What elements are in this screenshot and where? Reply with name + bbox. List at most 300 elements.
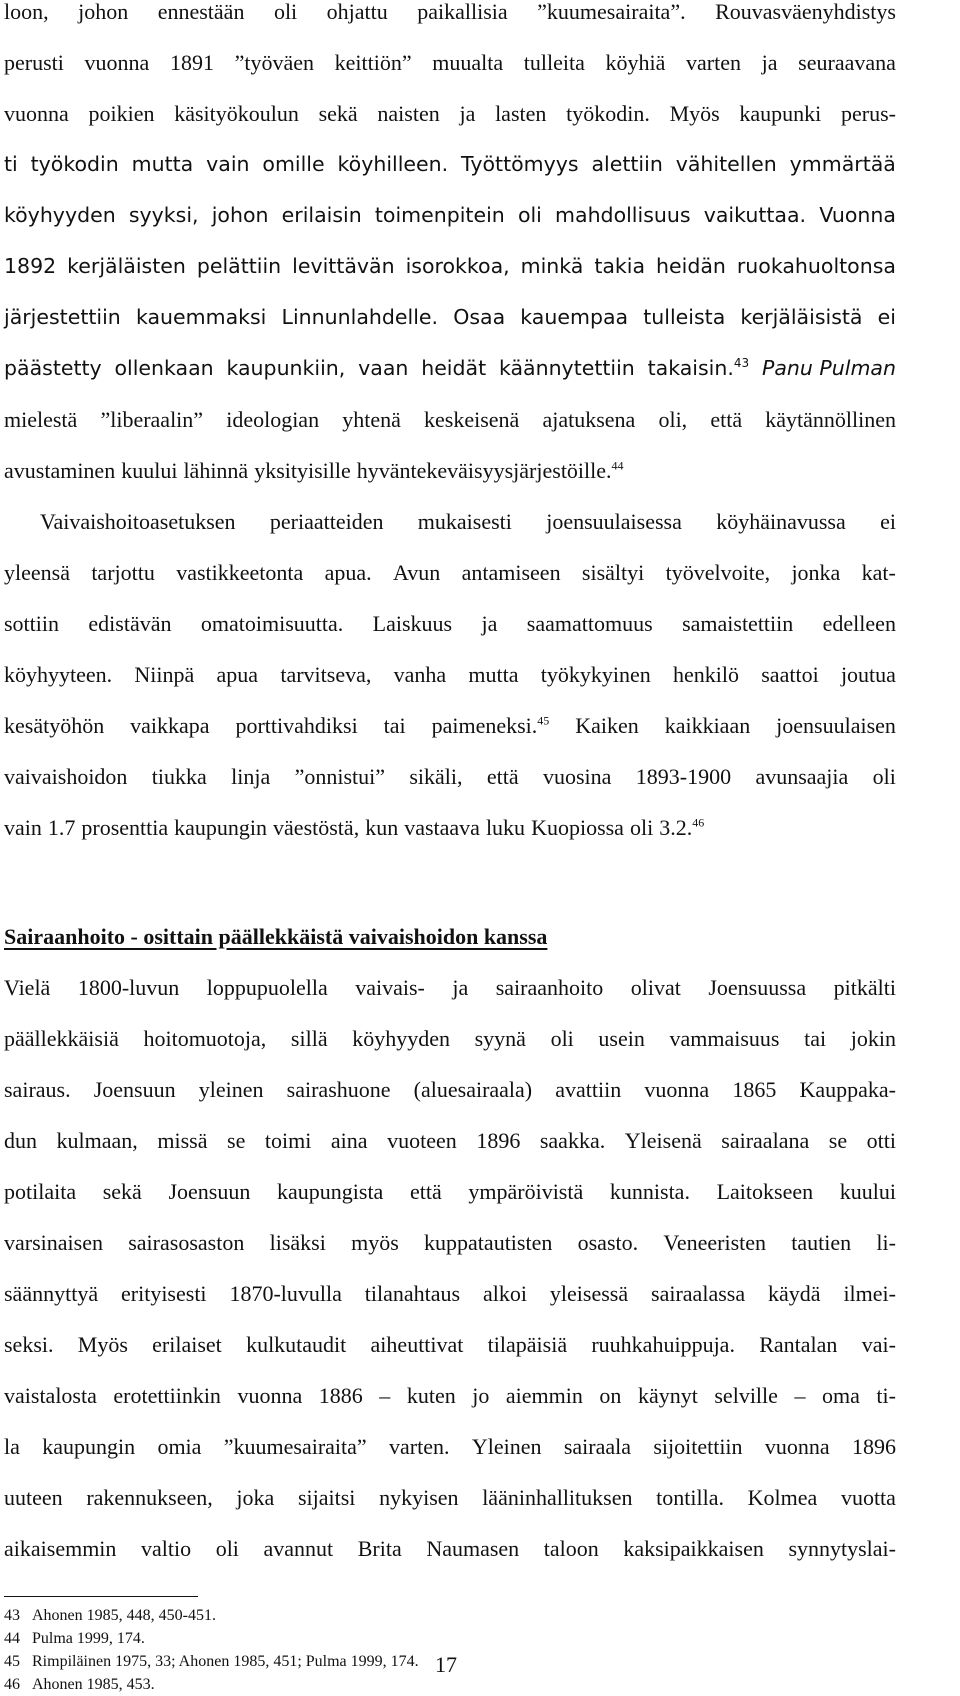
word: saakka. [539, 1128, 606, 1153]
word: Veneeristen [663, 1230, 767, 1255]
word: käynyt [637, 1383, 698, 1408]
word: mutta [131, 152, 194, 176]
word: yksityisille [254, 458, 351, 483]
word: köyhyyteen. [4, 662, 113, 687]
word: kaupunki [739, 101, 822, 126]
word: vai- [861, 1332, 896, 1357]
footnote-ref: 46 [692, 815, 705, 830]
word: kaikkiaan [664, 713, 751, 738]
word: paimeneksi.$^{45}$ [431, 713, 550, 738]
word: perusti [4, 50, 64, 75]
word: lähinnä [183, 458, 249, 483]
word: naisten [377, 101, 440, 126]
page-number: 17 [435, 1652, 457, 1677]
word: Rouvasväenyhdistys [715, 0, 896, 24]
word: kerjäläisistä [740, 305, 863, 329]
word: ti- [876, 1383, 896, 1408]
text-line [4, 37, 896, 88]
word: ennestään [157, 0, 245, 24]
footnote-ref: 44 [611, 458, 624, 473]
word: varten [686, 50, 741, 75]
footnote-number: 44 [4, 1630, 20, 1647]
word: heidät [421, 356, 487, 380]
word: että [486, 764, 519, 789]
text-line [4, 394, 896, 445]
word: erityisesti [121, 1281, 207, 1306]
word: apua. [324, 560, 372, 585]
word: Laiskuus [372, 611, 453, 636]
text-line [4, 547, 896, 598]
word: käsityökoulun [174, 101, 299, 126]
word: Osaa [453, 305, 506, 329]
word: alettiin [591, 152, 663, 176]
word: yleinen [198, 1077, 264, 1102]
word: erotettiinkin [113, 1383, 221, 1408]
word: ja [452, 975, 469, 1000]
word: että [409, 1179, 442, 1204]
word: Joensuun [168, 1179, 251, 1204]
word: toimenpitein [374, 203, 505, 227]
word: mielestä [4, 407, 78, 432]
word: ruuhkahuippuja. [591, 1332, 735, 1357]
word: – [379, 1383, 391, 1408]
word: vaikkapa [130, 713, 210, 738]
section-heading: Sairaanhoito - osittain päällekkäistä vaivaishoidon kanssa [4, 924, 548, 949]
word: vanha [393, 662, 447, 687]
word: ti [4, 152, 18, 176]
word: jokin [850, 1026, 896, 1051]
footnote-ref: 45 [537, 713, 550, 728]
word: avunsaajia [755, 764, 849, 789]
word: 1865 [732, 1077, 777, 1102]
footnote-text: Rimpiläinen 1975, 33; Ahonen 1985, 451; Pulma 1999, 174. [32, 1653, 419, 1670]
word: alkoi [483, 1281, 528, 1306]
word: minkä [520, 254, 584, 278]
word: loppupuolella [206, 975, 328, 1000]
word: porttivahdiksi [235, 713, 358, 738]
footnote-text: Pulma 1999, 174. [32, 1630, 145, 1647]
text-line [4, 241, 896, 292]
word: kauemmaksi [135, 305, 267, 329]
word: lasten [495, 101, 547, 126]
word: Naumasen [426, 1536, 520, 1561]
word: ideologian [226, 407, 320, 432]
word: köyhilleen. [337, 152, 449, 176]
footnote [4, 1604, 419, 1627]
footnote [4, 1627, 419, 1650]
text-line [4, 88, 896, 139]
word: linja [231, 764, 271, 789]
word: oli [273, 0, 298, 24]
word: järjestettiin [4, 305, 121, 329]
word: yhtenä [342, 407, 401, 432]
word: vain [206, 152, 250, 176]
word: ei [880, 509, 896, 534]
word: vaistalosta [4, 1383, 97, 1408]
word: vähitellen [675, 152, 777, 176]
word: tontilla. [656, 1485, 724, 1510]
word: oli [550, 1026, 574, 1051]
text-line [4, 0, 896, 37]
word: Rantalan [759, 1332, 838, 1357]
word: vuotta [840, 1485, 896, 1510]
word: Kolmea [747, 1485, 818, 1510]
word: perus- [841, 101, 896, 126]
word: Myös [669, 101, 720, 126]
word: missä [157, 1128, 208, 1153]
word: ja [761, 50, 778, 75]
word: kulkutaudit [246, 1332, 347, 1357]
word: periaatteiden [269, 509, 384, 534]
word: päällekkäisiä [4, 1026, 119, 1051]
word: 1896 [851, 1434, 896, 1459]
word: tarvitseva, [280, 662, 372, 687]
word: sijoitettiin [653, 1434, 743, 1459]
word: Yleinen [471, 1434, 542, 1459]
word: sottiin [4, 611, 60, 636]
word: Joensuussa [708, 975, 807, 1000]
word: omatoimisuutta. [200, 611, 344, 636]
word: hoitomuotoja, [143, 1026, 267, 1051]
word: ”kuumesairaita”. [537, 0, 686, 24]
footnotes [4, 1604, 419, 1696]
word: lisäksi [269, 1230, 326, 1255]
word: mahdollisuus [555, 203, 691, 227]
word: väestöstä, [273, 815, 360, 840]
word: luku [485, 815, 526, 840]
word: paikallisia [417, 0, 508, 24]
text-line [4, 1472, 896, 1523]
word: ja [459, 101, 476, 126]
word: samaistettiin [682, 611, 794, 636]
word: kerjäläisten [67, 254, 186, 278]
word: vuonna [84, 50, 150, 75]
word: keskeisenä [424, 407, 520, 432]
word: käytännöllinen [765, 407, 896, 432]
word: saattoi [761, 662, 819, 687]
text-line [4, 751, 896, 802]
word: kaupungin [174, 815, 268, 840]
word: Laitokseen [716, 1179, 814, 1204]
text-line [4, 1268, 896, 1319]
word: aiemmin [505, 1383, 583, 1408]
body-text [4, 0, 896, 1574]
word: erilaisin [281, 203, 362, 227]
word: otti [866, 1128, 896, 1153]
text-line [4, 649, 896, 700]
word: Kuopiossa [531, 815, 624, 840]
word: Kaiken [575, 713, 639, 738]
word: ruokahuoltonsa [736, 254, 896, 278]
word: kaksipaikkaisen [623, 1536, 764, 1561]
word: takaisin.$^{43}$ [647, 356, 750, 380]
text-line [4, 343, 896, 394]
word: usein [598, 1026, 645, 1051]
word: vastaava [404, 815, 480, 840]
word: kulmaan, [56, 1128, 138, 1153]
word: vammaisuus [669, 1026, 780, 1051]
word: kuului [839, 1179, 896, 1204]
word: vastikkeetonta [176, 560, 304, 585]
word: uuteen [4, 1485, 63, 1510]
footnote-text: Ahonen 1985, 448, 450-451. [32, 1607, 216, 1624]
word: pelättiin [196, 254, 282, 278]
text-line [4, 598, 896, 649]
word: köyhyyden [4, 203, 116, 227]
word: johon [78, 0, 129, 24]
word: Vaivaishoitoasetuksen [40, 509, 236, 534]
text-line [4, 190, 896, 241]
word: vaivais- [355, 975, 425, 1000]
word: heidän [656, 254, 726, 278]
word: vaan [358, 356, 409, 380]
text-line [4, 445, 896, 496]
word: joka [236, 1485, 275, 1510]
word: 1896 [476, 1128, 521, 1153]
word: tilapäisiä [487, 1332, 568, 1357]
word: käydä [768, 1281, 821, 1306]
word: Myös [77, 1332, 128, 1357]
footnote-number: 43 [4, 1607, 20, 1624]
word: – [794, 1383, 806, 1408]
word: varsinaisen [4, 1230, 103, 1255]
word: köyhäinavussa [716, 509, 846, 534]
word: li- [876, 1230, 896, 1255]
word: muualta [432, 50, 504, 75]
word: edelleen [822, 611, 896, 636]
word: kunnista. [609, 1179, 690, 1204]
word: syynä [474, 1026, 526, 1051]
word: aikaisemmin [4, 1536, 117, 1561]
word: varten. [389, 1434, 450, 1459]
word: tarjottu [91, 560, 155, 585]
word: joensuulaisen [776, 713, 896, 738]
word: ja [481, 611, 498, 636]
text-line [4, 1319, 896, 1370]
word: kun [365, 815, 399, 840]
word: avattiin [555, 1077, 622, 1102]
word: on [599, 1383, 622, 1408]
word: se [227, 1128, 246, 1153]
footnote-divider [4, 1596, 198, 1597]
word: sairaala [563, 1434, 631, 1459]
text-line [4, 1115, 896, 1166]
text-line [4, 1013, 896, 1064]
word: omia [157, 1434, 202, 1459]
word: sairaalana [721, 1128, 810, 1153]
word: sillä [290, 1026, 328, 1051]
word: henkilö [673, 662, 739, 687]
word: sikäli, [409, 764, 463, 789]
word: rakennukseen, [86, 1485, 213, 1510]
word: vain [4, 815, 42, 840]
word: kaupunkiin, [226, 356, 346, 380]
word: jo [472, 1383, 490, 1408]
word: kat- [861, 560, 896, 585]
word: Vuonna [819, 203, 896, 227]
word: mukaisesti [417, 509, 512, 534]
word: la [4, 1434, 20, 1459]
word: 1892 [4, 254, 57, 278]
word: saamattomuus [526, 611, 653, 636]
word: se [828, 1128, 848, 1153]
word: kesätyöhön [4, 713, 105, 738]
word: sairaalassa [651, 1281, 746, 1306]
word: valtio [141, 1536, 192, 1561]
word: yleisessä [549, 1281, 629, 1306]
word: säännyttyä [4, 1281, 99, 1306]
word: 1800-luvun [77, 975, 180, 1000]
word: työkodin [30, 152, 119, 176]
word: työkykyinen [540, 662, 651, 687]
word: avannut [263, 1536, 334, 1561]
word: Avun [393, 560, 441, 585]
word: Joensuun [93, 1077, 176, 1102]
word: että [710, 407, 743, 432]
text-line [4, 1523, 896, 1574]
word: erilaiset [152, 1332, 222, 1357]
word: käännytettiin [498, 356, 635, 380]
word: työvelvoite, [665, 560, 771, 585]
word: edistävän [88, 611, 172, 636]
footnote-ref: 43 [733, 356, 750, 371]
word: oli [629, 815, 654, 840]
word: ei [877, 305, 896, 329]
text-line [4, 962, 896, 1013]
word: hyväntekeväisyysjärjestöille.$^{44}$ [356, 458, 624, 483]
word: vuoteen [387, 1128, 457, 1153]
word: selville [714, 1383, 778, 1408]
word: 1886 [318, 1383, 363, 1408]
word: köyhiä [605, 50, 666, 75]
word: Työttömyys [461, 152, 579, 176]
word: ollenkaan [114, 356, 214, 380]
word: potilaita [4, 1179, 77, 1204]
word: toimi [264, 1128, 312, 1153]
word: sekä [318, 101, 358, 126]
word: vaikuttaa. [703, 203, 807, 227]
word: Yleisenä [624, 1128, 702, 1153]
word: prosenttia [81, 815, 169, 840]
text-line [4, 1064, 896, 1115]
word: nykyisen [379, 1485, 459, 1510]
word: oli, [658, 407, 688, 432]
word: kauempaa [520, 305, 629, 329]
word: sijaitsi [297, 1485, 356, 1510]
word: aiheuttivat [370, 1332, 464, 1357]
word: sisältyi [581, 560, 645, 585]
word: tiukka [151, 764, 207, 789]
word: päästetty [4, 356, 102, 380]
word: 1891 [169, 50, 214, 75]
word: kaupungin [42, 1434, 136, 1459]
word: vuonna [764, 1434, 830, 1459]
word: levittävän [292, 254, 395, 278]
footnote-number: 46 [4, 1676, 20, 1693]
word: apua [216, 662, 259, 687]
word: jonka [791, 560, 841, 585]
word: sairaanhoito [495, 975, 604, 1000]
word: seuraavana [798, 50, 896, 75]
word: mutta [468, 662, 519, 687]
word: joensuulaisessa [546, 509, 682, 534]
footnote-number: 45 [4, 1653, 20, 1670]
text-line [4, 139, 896, 190]
word: oli [517, 203, 542, 227]
text-line [4, 1166, 896, 1217]
word: aina [330, 1128, 368, 1153]
word: myös [351, 1230, 399, 1255]
word: takia [594, 254, 646, 278]
word: Linnunlahdelle. [281, 305, 439, 329]
text-line [4, 1217, 896, 1268]
word: joutua [840, 662, 896, 687]
word: avustaminen [4, 458, 116, 483]
text-line [4, 700, 896, 751]
word: ohjattu [326, 0, 388, 24]
word: työkodin. [566, 101, 650, 126]
word: tai [383, 713, 406, 738]
word: poikien [88, 101, 155, 126]
section-gap [4, 853, 896, 911]
word: sekä [102, 1179, 142, 1204]
word: tulleita [523, 50, 585, 75]
word: pitkälti [833, 975, 896, 1000]
word: yleensä [4, 560, 70, 585]
author-name: Panu Pulman [761, 356, 896, 380]
footnote-text: Ahonen 1985, 453. [32, 1676, 155, 1693]
word: olivat [630, 975, 681, 1000]
word: keittiön” [334, 50, 412, 75]
word: kuului [121, 458, 178, 483]
word: johon [211, 203, 269, 227]
word: Brita [357, 1536, 402, 1561]
word: oli [872, 764, 896, 789]
word: ”kuumesairaita” [223, 1434, 367, 1459]
word: taloon [543, 1536, 599, 1561]
word: seksi. [4, 1332, 54, 1357]
word: Kauppaka- [799, 1077, 896, 1102]
word: kaupungista [277, 1179, 384, 1204]
word: sairashuone [286, 1077, 391, 1102]
word: dun [4, 1128, 37, 1153]
word: vuonna [237, 1383, 303, 1408]
word: vuonna [4, 101, 69, 126]
word: (aluesairaala) [413, 1077, 533, 1102]
word: ”työväen [234, 50, 314, 75]
word: isorokkoa, [405, 254, 510, 278]
word: 1870-luvulla [229, 1281, 342, 1306]
text-line [4, 1421, 896, 1472]
word: vuonna [644, 1077, 710, 1102]
word: ”onnistui” [294, 764, 386, 789]
word: loon, [4, 0, 49, 24]
word: antamiseen [461, 560, 561, 585]
word: tai [804, 1026, 827, 1051]
word: oli [215, 1536, 239, 1561]
text-line [4, 292, 896, 343]
word: 1893-1900 [635, 764, 732, 789]
word: kuppatautisten [424, 1230, 553, 1255]
word: ”liberaalin” [100, 407, 204, 432]
word: Vielä [4, 975, 51, 1000]
word: ilmei- [843, 1281, 896, 1306]
word: köyhyyden [352, 1026, 450, 1051]
word: tulleista [643, 305, 726, 329]
text-line [4, 1370, 896, 1421]
word: ymmärtää [789, 152, 896, 176]
word: oma [821, 1383, 860, 1408]
